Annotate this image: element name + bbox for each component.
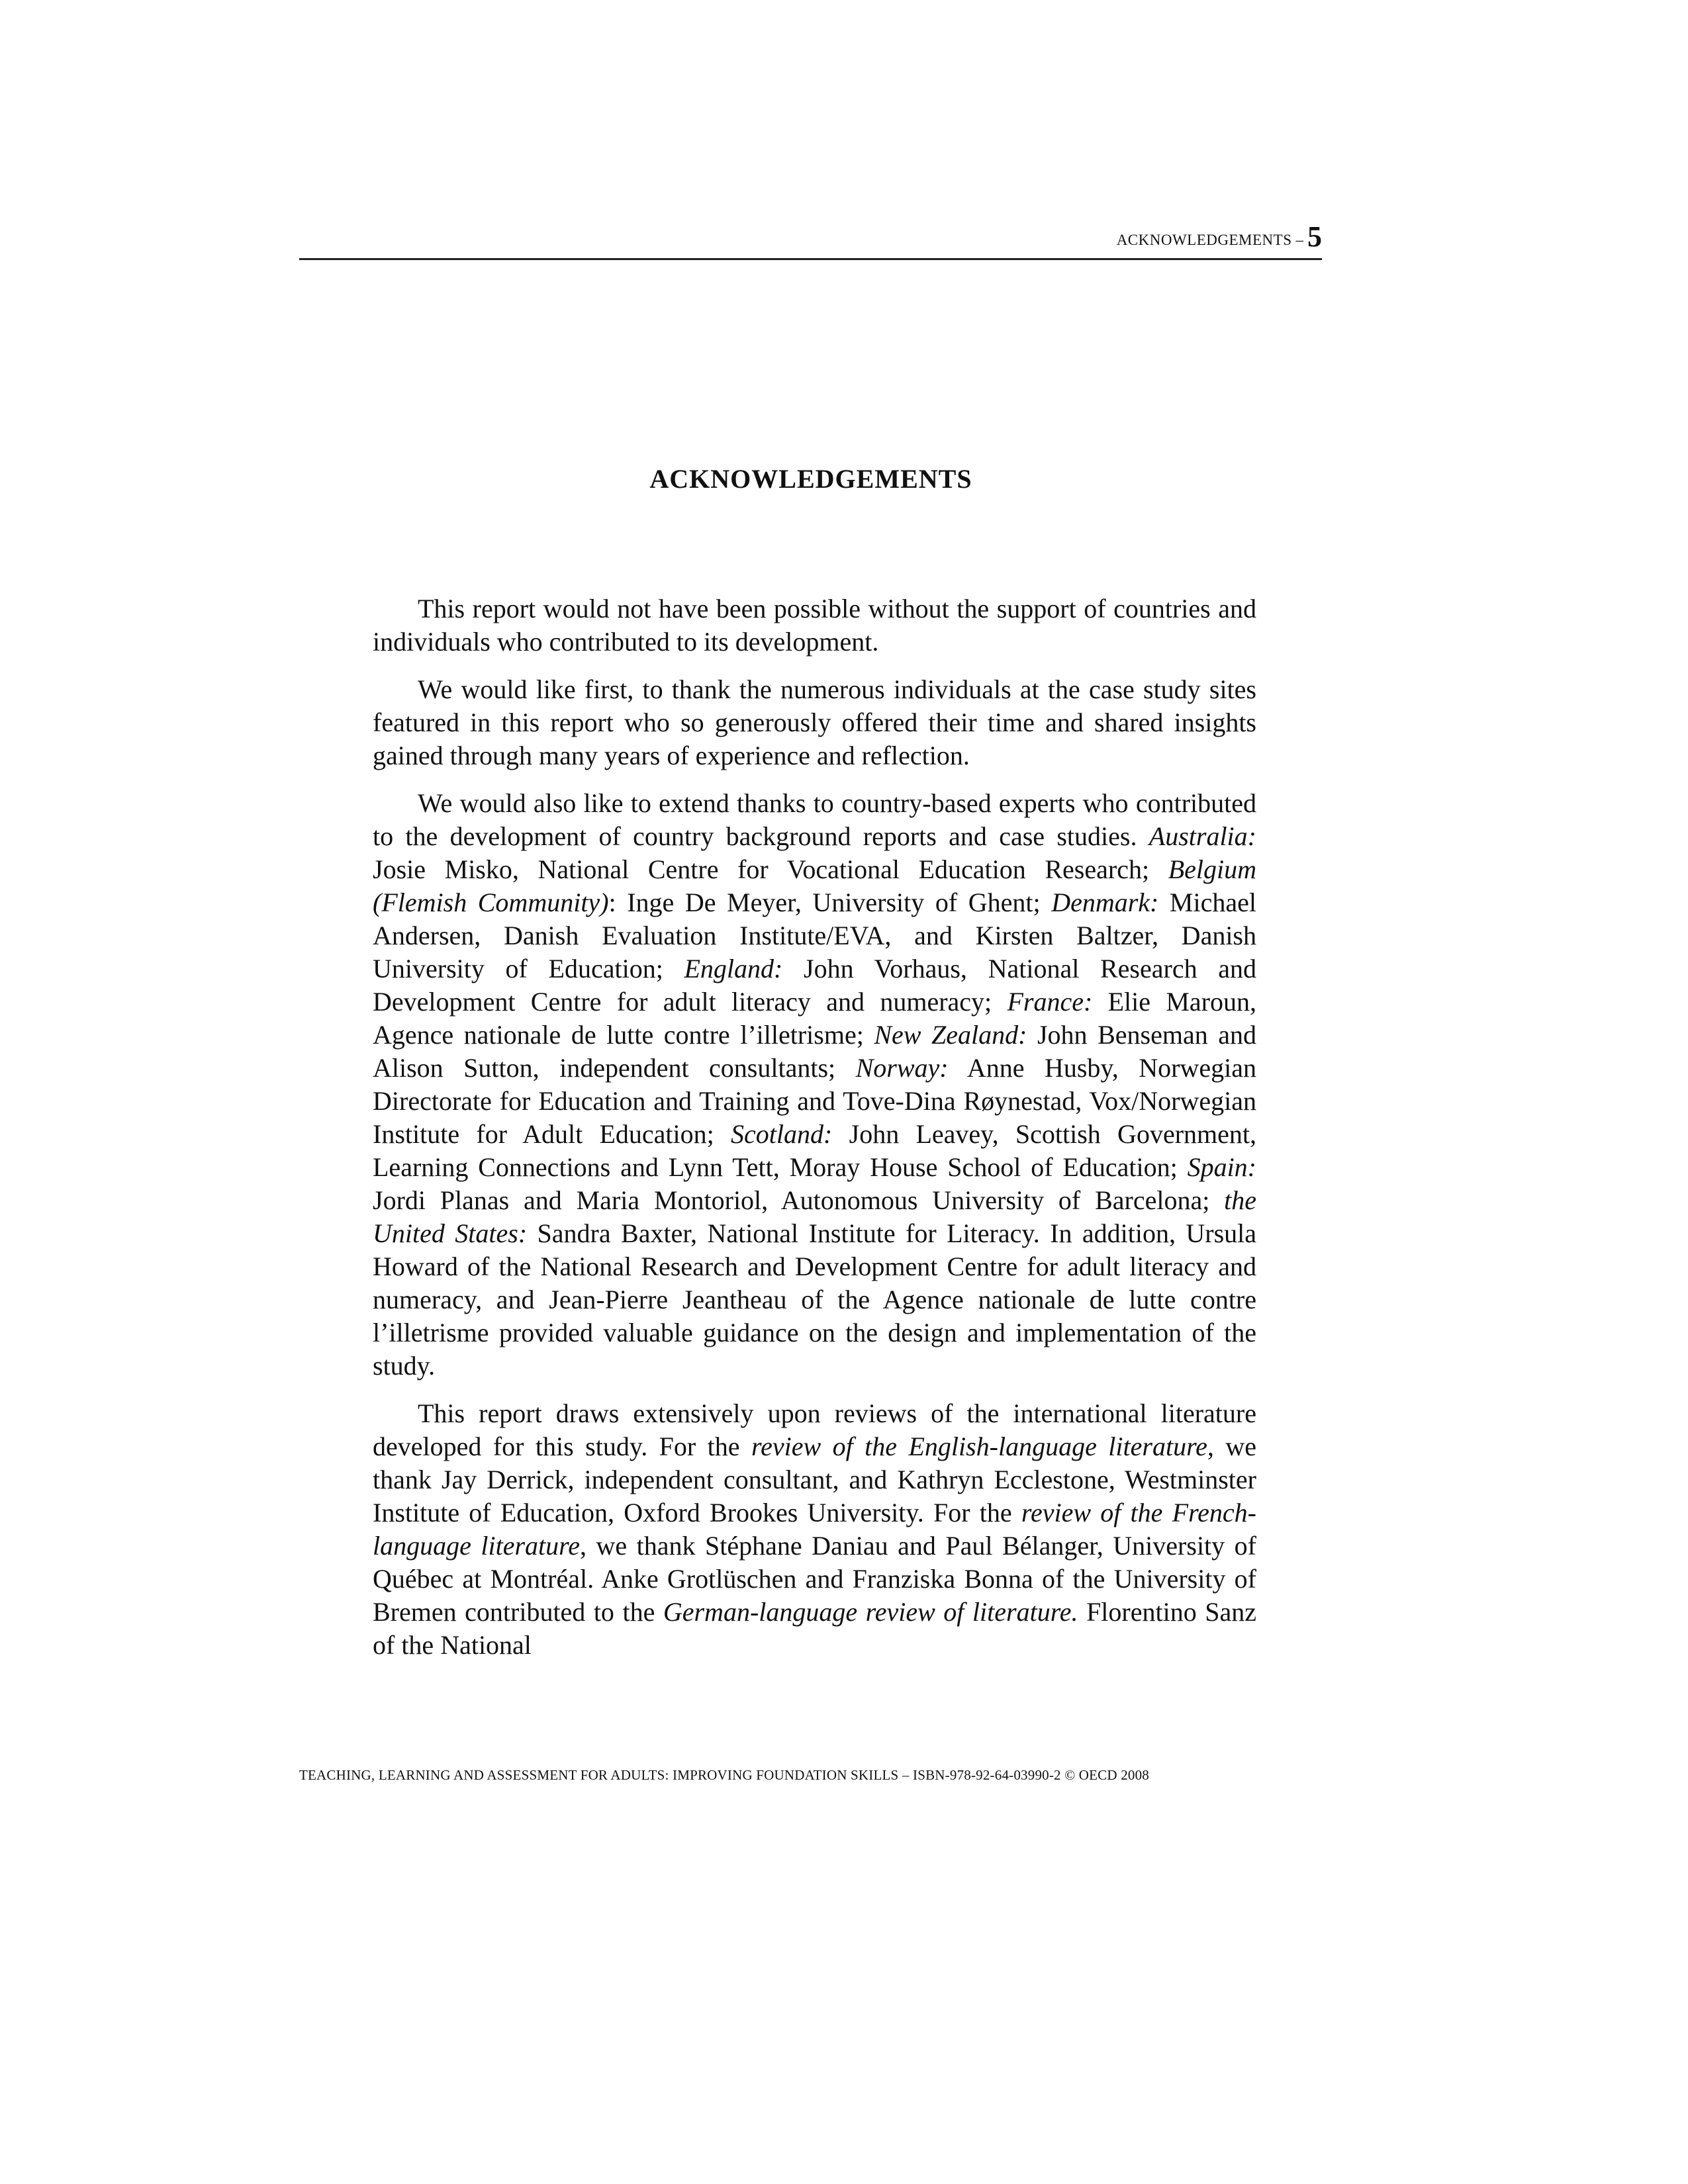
running-header: [299, 218, 1322, 260]
p3-denmark-text: Michael Andersen, Danish Evaluation Institute/EVA, and Kirsten Baltzer, Danish University of Education;: [373, 887, 1256, 983]
page-title: ACKNOWLEDGEMENTS: [649, 464, 972, 494]
country-label-united-states: the United States:: [373, 1185, 1256, 1248]
country-label-belgium: Belgium (Flemish Community): [373, 854, 1256, 917]
p3-england-text: John Vorhaus, National Research and Development Centre for adult literacy and numeracy;: [373, 954, 1256, 1017]
paragraph-2: We would like first, to thank the numerous individuals at the case study sites featured in this report who so generously offered their time and shared insights gained through many years of experience and reflection.: [373, 674, 1256, 770]
country-label-australia: Australia:: [1149, 821, 1256, 851]
country-label-france: France:: [1007, 987, 1093, 1017]
country-label-new-zealand: New Zealand:: [874, 1020, 1027, 1050]
p3-belgium-text: : Inge De Meyer, University of Ghent;: [608, 887, 1052, 917]
paragraph-1: This report would not have been possible without the support of countries and individuals who contributed to its development.: [373, 594, 1256, 657]
review-french: review of the French-language literature: [373, 1498, 1256, 1561]
p3-scotland-text: John Leavey, Scottish Government, Learning Connections and Lynn Tett, Moray House School of Education;: [373, 1119, 1256, 1182]
page-number: 5: [1307, 220, 1322, 253]
review-german: German-language review of literature.: [663, 1597, 1078, 1627]
country-label-scotland: Scotland:: [731, 1119, 833, 1149]
country-label-norway: Norway:: [855, 1053, 949, 1083]
country-label-spain: Spain:: [1187, 1152, 1256, 1182]
p3-norway-text: Anne Husby, Norwegian Directorate for Education and Training and Tove-Dina Røynestad, Vox/Norwegian Institute for Adult Education;: [373, 1053, 1256, 1149]
p3-nz-text: John Benseman and Alison Sutton, independent consultants;: [373, 1020, 1256, 1083]
p3-spain-text: Jordi Planas and Maria Montoriol, Autonomous University of Barcelona;: [373, 1185, 1225, 1215]
paragraph-3: [373, 787, 1256, 1383]
p3-australia-text: Josie Misko, National Centre for Vocational Education Research;: [373, 854, 1168, 884]
p3-us-text: Sandra Baxter, National Institute for Literacy. In addition, Ursula Howard of the National Research and Development Centre for adult literacy and numeracy, and Jean-Pierre Jeantheau of the Agence nationale de lutte contre l’illetrisme provided valuable guidance on the design and implementation of the study.: [373, 1218, 1257, 1381]
paragraph-4: [373, 1397, 1256, 1662]
p3-intro: We would also like to extend thanks to country-based experts who contributed to the development of country background reports and case studies.: [373, 788, 1256, 851]
p4-french-text: , we thank Stéphane Daniau and Paul Bélanger, University of Québec at Montréal. Anke Grotlüschen and Franziska Bonna of the University of Bremen contributed to the: [373, 1531, 1256, 1627]
body-text: [373, 592, 1256, 1676]
p4-english-text: , we thank Jay Derrick, independent consultant, and Kathryn Ecclestone, Westminster Institute of Education, Oxford Brookes University. For the: [373, 1432, 1257, 1527]
running-footer: TEACHING, LEARNING AND ASSESSMENT FOR ADULTS: IMPROVING FOUNDATION SKILLS – ISBN-978-92-64-03990-2 © OECD 2008: [299, 1767, 1150, 1783]
p3-france-text: Elie Maroun, Agence nationale de lutte contre l’illetrisme;: [373, 987, 1256, 1050]
running-header-separator: –: [1295, 232, 1303, 248]
p4-german-text: Florentino Sanz of the National: [373, 1597, 1256, 1660]
review-english: review of the English-language literature: [751, 1432, 1207, 1461]
running-header-title: ACKNOWLEDGEMENTS: [1116, 232, 1292, 248]
country-label-england: England:: [684, 954, 783, 983]
p4-intro: This report draws extensively upon reviews of the international literature developed for this study. For the: [373, 1398, 1256, 1461]
country-label-denmark: Denmark:: [1051, 887, 1159, 917]
